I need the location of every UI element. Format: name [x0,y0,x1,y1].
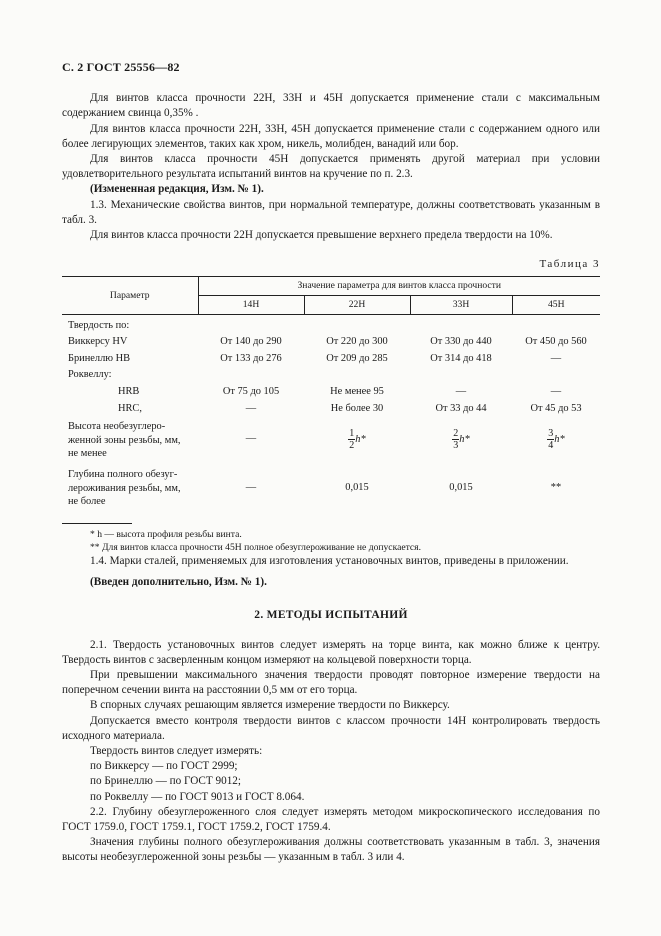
document-page [62,60,600,866]
fraction: $\frac{2}{3}$ [453,427,459,451]
properties-table [62,276,600,513]
table-cell: От 450 до 560 [525,336,587,348]
table-cell [304,314,410,333]
paragraph-1-4: 1.4. Марки сталей, применяемых для изготовления установочных винтов, приведены в приложении. [90,554,569,567]
table-caption: Таблица 3 [539,258,600,271]
paragraph-2-2: 2.2. Глубину обезуглероженного слоя следует измерять методом микроскопического исследования по ГОСТ 1759.0, ГОСТ 1759.1, ГОСТ 1759.2, ГОСТ 1759.4. [62,805,600,834]
paragraph-alloy-elements: Для винтов класса прочности 22Н, 33Н, 45Н допускается применение стали с содержанием одного или более легирующих элементов, таких как хром, никель, молибден, ванадий или бор. [62,122,600,150]
row-label: Высота необезуглеро- [68,421,166,433]
paragraph-depth-values: Значения глубины полного обезуглероживания должны соответствовать указанным в табл. 3, значения высоты необезуглероженной зоны резьбы — указанным в табл. 3 или 4. [62,836,600,864]
row-label: женной зоны резьбы, мм, [68,434,181,446]
section-title: 2. МЕТОДЫ ИСПЫТАНИЙ [254,609,408,622]
row-label: HRC, [118,402,142,414]
fraction: $\frac{3}{4}$ [548,427,554,451]
table-cell: От 220 до 300 [326,336,388,348]
table-row [62,333,600,350]
table-cell [198,366,304,383]
row-label: Роквеллу: [68,369,112,381]
table-cell: От 209 до 285 [326,352,388,364]
table-cell: От 75 до 105 [222,386,280,397]
footnote-2: ** Для винтов класса прочности 45Н полное обезуглероживание не допускается. [90,541,421,553]
table-cell: От 45 до 53 [530,402,582,414]
table-cell: 0,015 [345,481,369,493]
paragraph-disputes: В спорных случаях решающим является измерение твердости по Виккерсу. [90,699,450,712]
table-row [62,350,600,367]
row-label: HRB [118,386,140,397]
paragraph-2-1: 2.1. Твердость установочных винтов следует измерять на торце винта, как можно ближе к центру. Твердость винтов с засверленным концом измеряют на кольцевой поверхности торца. [62,638,600,666]
table-cell [512,314,600,333]
row-label: не менее [68,448,107,460]
table-cell: — [245,433,257,445]
fraction-cell: $\frac{2}{3}$ h* [453,427,470,451]
row-label: Твердость по: [68,319,130,331]
paragraph-45h-material: Для винтов класса прочности 45Н допускается применять другой материал при условии удовлетворительного результата испытаний винтов на кручение по п. 2.3. [62,153,600,181]
table-cell: От 140 до 290 [220,336,282,348]
table-cell [410,366,512,383]
class-header: 45Н [512,296,600,315]
table-cell: От 133 до 276 [220,352,282,364]
table-cell [410,314,512,333]
fraction-cell: $\frac{1}{2}$ h* [349,427,366,451]
row-label: Бринеллю НВ [68,352,131,364]
table-row [62,400,600,417]
param-header: Параметр [62,277,198,314]
table-cell: 0,015 [449,481,473,493]
class-header: 22Н [304,296,410,315]
table-row [62,383,600,400]
table-cell: От 33 до 44 [435,402,487,414]
table-cell: ** [550,481,562,493]
edit-note-1: (Измененная редакция, Изм. № 1). [90,183,264,196]
method-vickers: по Виккерсу — по ГОСТ 2999; [90,760,238,773]
table-row-height [62,416,600,462]
fraction-cell: $\frac{3}{4}$ h* [548,427,565,451]
table-cell [198,314,304,333]
table-cell: — [245,402,257,414]
paragraph-methods-intro: Твердость винтов следует измерять: [90,745,263,757]
table-cell [512,366,600,383]
row-label: не более [68,496,106,508]
method-brinell: по Бринеллю — по ГОСТ 9012; [90,775,241,788]
paragraph-14h-material: Допускается вместо контроля твердости винтов с классом прочности 14Н контролировать твердость исходного материала. [62,714,600,742]
table-row [62,314,600,333]
row-label: Виккерсу HV [68,336,128,348]
table-cell: От 330 до 440 [430,336,492,348]
class-header: 14Н [198,296,304,315]
table-cell [304,366,410,383]
table-cell: Не менее 95 [330,386,384,397]
footnote-divider [62,523,132,524]
edit-note-2: (Введен дополнительно, Изм. № 1). [90,576,267,589]
class-header: 33Н [410,296,512,315]
table-row [62,366,600,383]
table-cell: — [550,386,562,397]
table-cell: — [455,386,467,397]
paragraph-1-3: 1.3. Механические свойства винтов, при нормальной температуре, должны соответствовать указанным в табл. 3. [62,198,600,226]
paragraph-repeat-measure: При превышении максимального значения твердости проводят повторное измерение твердости на поперечном сечении винта на расстоянии 0,5 мм от его торца. [62,668,600,697]
table-cell: — [245,481,257,493]
row-label: Глубина полного обезуг- [68,469,178,481]
table-row-depth [62,462,600,513]
paragraph-22h-hardness: Для винтов класса прочности 22Н допускается превышение верхнего предела твердости на 10%. [90,229,553,242]
table-cell: От 314 до 418 [430,352,492,364]
fraction: $\frac{1}{2}$ [349,427,355,451]
paragraph-lead-content: Для винтов класса прочности 22Н, 33Н и 45Н допускается применение стали с максимальным содержанием свинца 0,35% . [62,92,600,120]
table-cell: — [550,352,562,364]
footnote-1: * h — высота профиля резьбы винта. [90,528,242,540]
group-header: Значение параметра для винтов класса прочности [198,277,600,296]
table-cell: Не более 30 [330,402,384,414]
row-label: лероживания резьбы, мм, [68,482,181,494]
page-header: С. 2 ГОСТ 25556—82 [62,60,180,74]
method-rockwell: по Роквеллу — по ГОСТ 9013 и ГОСТ 8.064. [90,790,305,803]
